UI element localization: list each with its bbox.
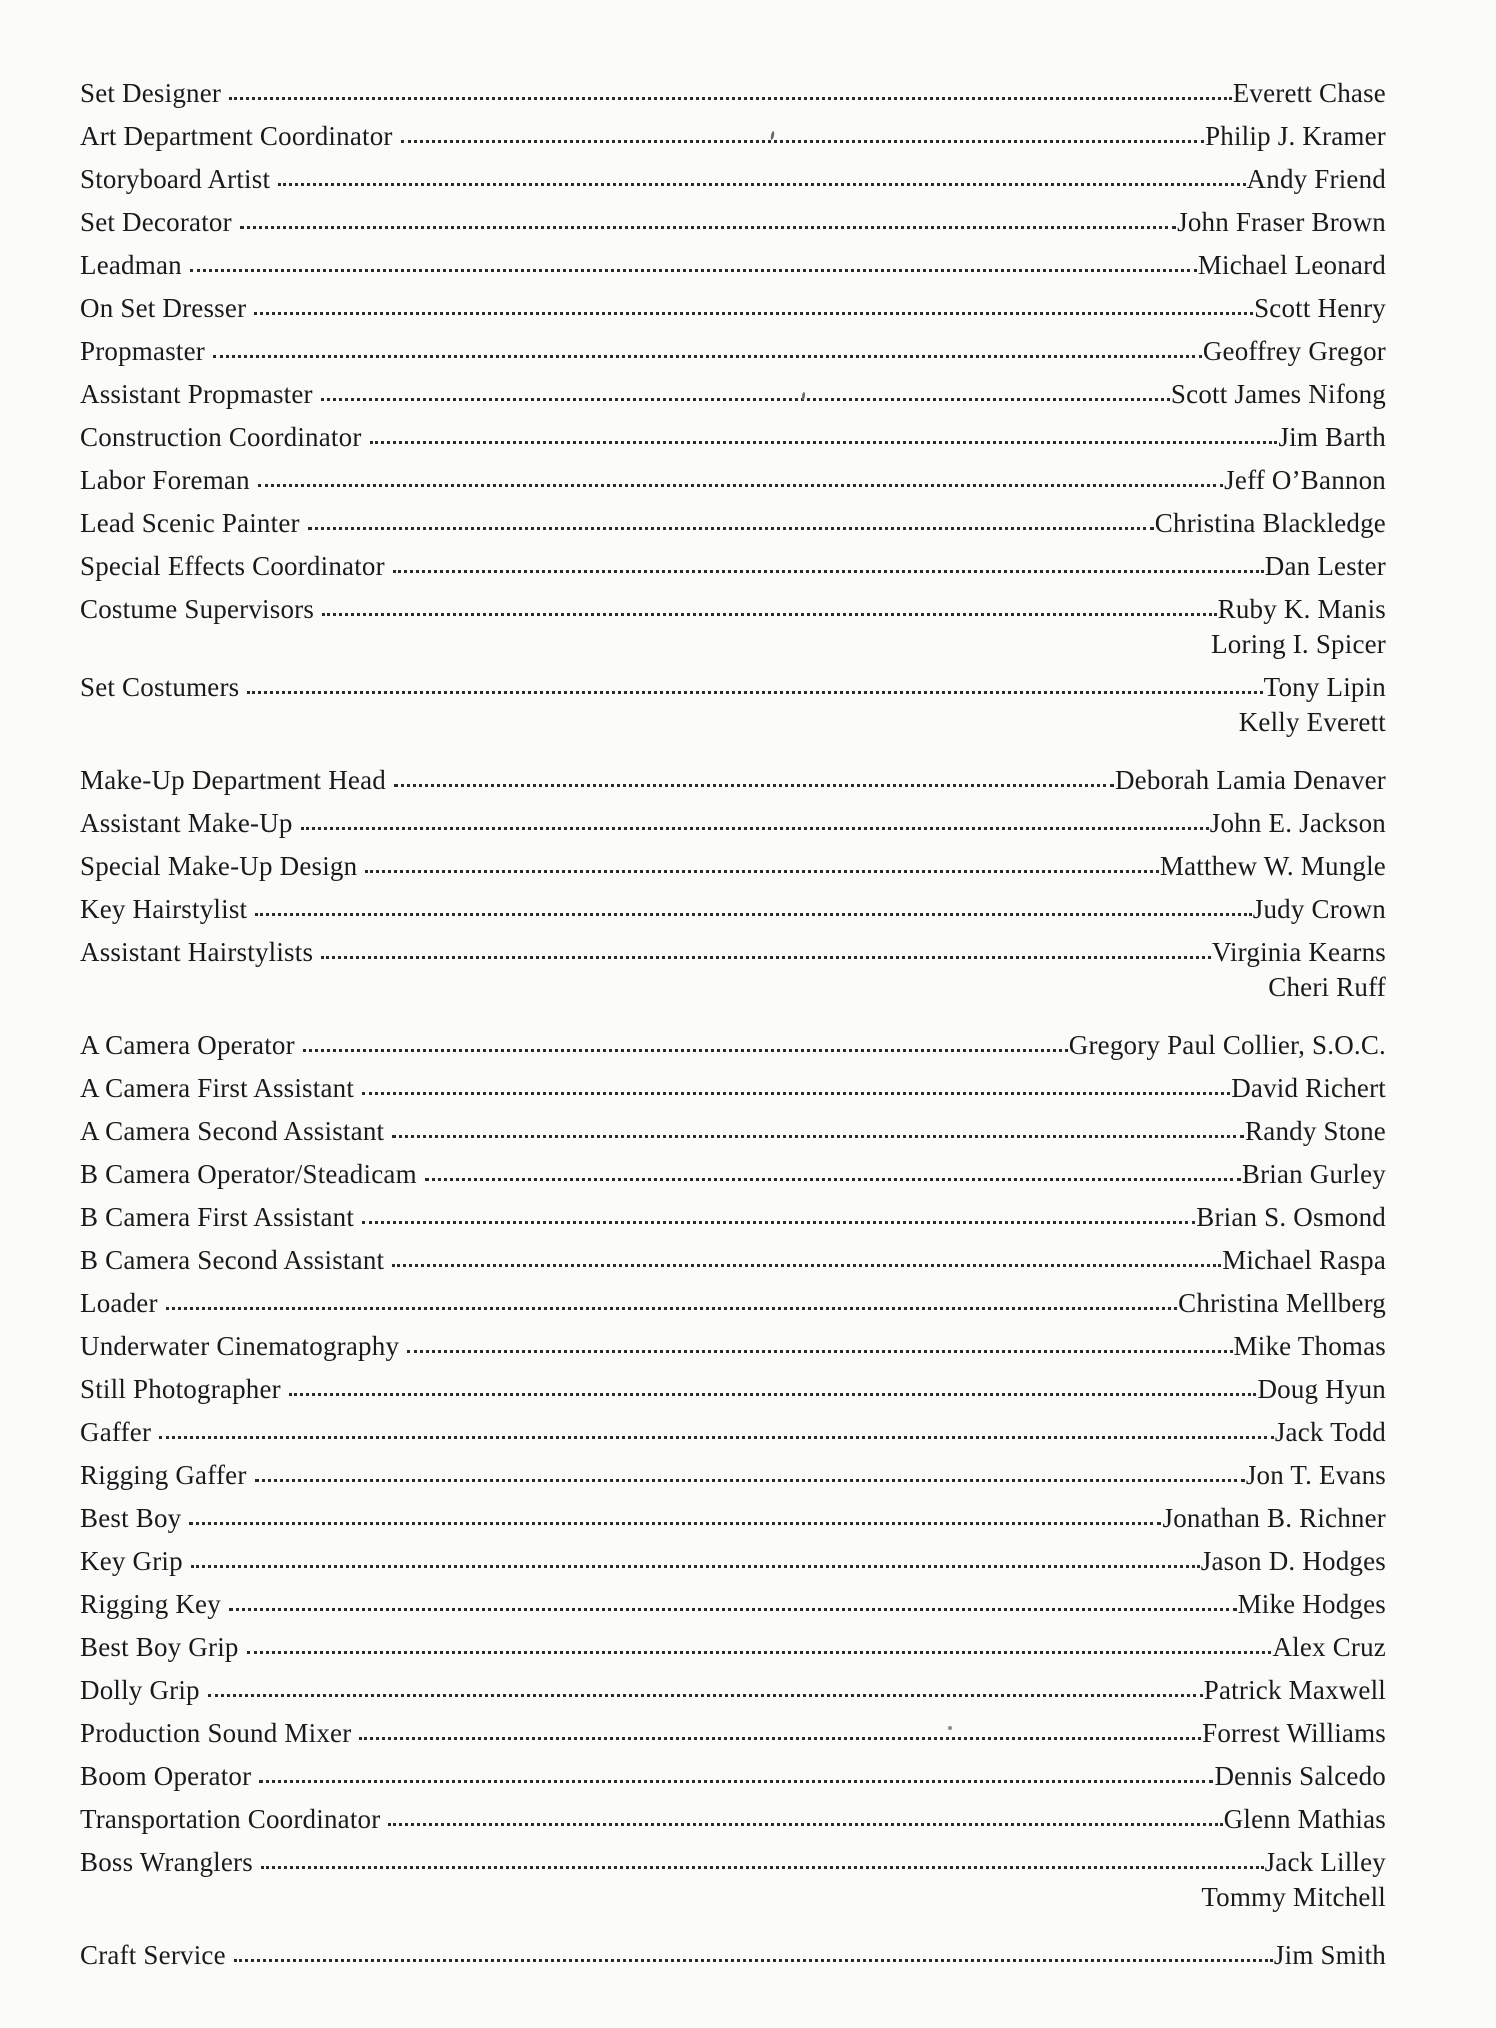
dot-leader bbox=[255, 913, 1252, 916]
dot-leader bbox=[213, 355, 1202, 358]
credit-row bbox=[80, 1188, 1386, 1231]
credit-role: Best Boy Grip bbox=[80, 1631, 239, 1662]
credit-row bbox=[80, 1489, 1386, 1532]
dot-leader bbox=[362, 1092, 1230, 1095]
credit-row bbox=[80, 1231, 1386, 1274]
credit-role: Key Grip bbox=[80, 1545, 183, 1576]
credit-name: Judy Crown bbox=[1252, 893, 1386, 924]
credit-row bbox=[80, 451, 1386, 494]
credit-row bbox=[80, 150, 1386, 193]
credit-name: Philip J. Kramer bbox=[1205, 120, 1386, 151]
credit-row-continuation bbox=[80, 966, 1386, 1001]
credit-name: Mike Thomas bbox=[1233, 1330, 1386, 1361]
credit-row bbox=[80, 794, 1386, 837]
credit-role: Lead Scenic Painter bbox=[80, 507, 300, 538]
credit-role: Propmaster bbox=[80, 335, 205, 366]
dot-leader bbox=[289, 1393, 1257, 1396]
credit-role: Leadman bbox=[80, 249, 182, 280]
dot-leader bbox=[321, 956, 1211, 959]
dot-leader bbox=[190, 269, 1197, 272]
credit-role: Transportation Coordinator bbox=[80, 1803, 381, 1834]
credit-row bbox=[80, 1145, 1386, 1188]
credit-name: Tommy Mitchell bbox=[1201, 1881, 1386, 1912]
credit-name: David Richert bbox=[1231, 1072, 1386, 1103]
credit-name: Ruby K. Manis bbox=[1217, 593, 1386, 624]
credit-name: Loring I. Spicer bbox=[1211, 628, 1386, 659]
dot-leader bbox=[240, 226, 1176, 229]
credit-row bbox=[80, 1575, 1386, 1618]
credit-row bbox=[80, 923, 1386, 966]
credit-name: Jonathan B. Richner bbox=[1162, 1502, 1386, 1533]
credit-role: Best Boy bbox=[80, 1502, 182, 1533]
credit-name: Gregory Paul Collier, S.O.C. bbox=[1068, 1029, 1386, 1060]
dot-leader bbox=[247, 691, 1262, 694]
credit-row bbox=[80, 322, 1386, 365]
credit-row-continuation bbox=[80, 623, 1386, 658]
credit-name: Glenn Mathias bbox=[1223, 1803, 1386, 1834]
credit-row-continuation bbox=[80, 701, 1386, 736]
credit-name: John Fraser Brown bbox=[1177, 206, 1386, 237]
credit-role: Craft Service bbox=[80, 1939, 226, 1970]
dot-leader bbox=[159, 1436, 1274, 1439]
credit-name: Scott Henry bbox=[1254, 292, 1386, 323]
credits-section bbox=[80, 64, 1386, 736]
credit-role: A Camera Second Assistant bbox=[80, 1115, 385, 1146]
dot-leader bbox=[394, 784, 1114, 787]
credit-role: Costume Supervisors bbox=[80, 593, 315, 624]
credit-role: A Camera First Assistant bbox=[80, 1072, 355, 1103]
credit-role: Assistant Make-Up bbox=[80, 807, 293, 838]
credit-role: Boss Wranglers bbox=[80, 1846, 253, 1877]
credits-section bbox=[80, 1016, 1386, 1911]
credit-name: Matthew W. Mungle bbox=[1159, 850, 1386, 881]
credit-role: Boom Operator bbox=[80, 1760, 252, 1791]
credit-row bbox=[80, 1403, 1386, 1446]
dot-leader bbox=[229, 97, 1232, 100]
credit-role: Assistant Propmaster bbox=[80, 378, 313, 409]
dot-leader bbox=[388, 1823, 1222, 1826]
dot-leader bbox=[392, 1264, 1221, 1267]
credit-name: Jeff O’Bannon bbox=[1224, 464, 1386, 495]
credit-row bbox=[80, 64, 1386, 107]
credit-name: Mike Hodges bbox=[1237, 1588, 1386, 1619]
credit-row bbox=[80, 1317, 1386, 1360]
dot-leader bbox=[392, 1135, 1244, 1138]
credit-role: Art Department Coordinator bbox=[80, 120, 393, 151]
dot-leader bbox=[189, 1522, 1161, 1525]
credit-row bbox=[80, 1016, 1386, 1059]
credit-role: Gaffer bbox=[80, 1416, 152, 1447]
credit-row bbox=[80, 1661, 1386, 1704]
credit-role: Key Hairstylist bbox=[80, 893, 248, 924]
credit-name: Brian Gurley bbox=[1241, 1158, 1386, 1189]
credit-role: Assistant Hairstylists bbox=[80, 936, 314, 967]
credit-row bbox=[80, 408, 1386, 451]
credits-section bbox=[80, 751, 1386, 1001]
credit-row-continuation bbox=[80, 1876, 1386, 1911]
dot-leader bbox=[308, 527, 1154, 530]
credit-name: Jack Todd bbox=[1274, 1416, 1386, 1447]
credit-name: Deborah Lamia Denaver bbox=[1114, 764, 1386, 795]
credit-name: Doug Hyun bbox=[1257, 1373, 1386, 1404]
dot-leader bbox=[359, 1737, 1201, 1740]
credit-name: Alex Cruz bbox=[1272, 1631, 1386, 1662]
credit-row bbox=[80, 1747, 1386, 1790]
credit-name: Jack Lilley bbox=[1264, 1846, 1386, 1877]
credit-row bbox=[80, 494, 1386, 537]
credit-name: Virginia Kearns bbox=[1211, 936, 1386, 967]
credit-row bbox=[80, 537, 1386, 580]
credit-role: B Camera Operator/Steadicam bbox=[80, 1158, 417, 1189]
credit-role: Set Decorator bbox=[80, 206, 232, 237]
credit-name: Forrest Williams bbox=[1202, 1717, 1386, 1748]
dot-leader bbox=[191, 1565, 1200, 1568]
credit-name: Dan Lester bbox=[1264, 550, 1386, 581]
credit-name: Scott James Nifong bbox=[1170, 378, 1386, 409]
credit-role: On Set Dresser bbox=[80, 292, 247, 323]
credit-name: Kelly Everett bbox=[1238, 706, 1386, 737]
dot-leader bbox=[425, 1178, 1241, 1181]
credit-row bbox=[80, 279, 1386, 322]
credit-role: Labor Foreman bbox=[80, 464, 250, 495]
credit-role: Special Make-Up Design bbox=[80, 850, 358, 881]
credit-role: Set Designer bbox=[80, 77, 222, 108]
credit-role: B Camera First Assistant bbox=[80, 1201, 355, 1232]
credit-name: Jason D. Hodges bbox=[1200, 1545, 1386, 1576]
credit-role: Storyboard Artist bbox=[80, 163, 271, 194]
credit-name: Christina Blackledge bbox=[1154, 507, 1386, 538]
credit-role: Still Photographer bbox=[80, 1373, 281, 1404]
dot-leader bbox=[370, 441, 1278, 444]
credits-section bbox=[80, 1926, 1386, 1969]
dot-leader bbox=[301, 827, 1209, 830]
dot-leader bbox=[401, 140, 1204, 143]
dot-leader bbox=[208, 1694, 1203, 1697]
credit-row bbox=[80, 236, 1386, 279]
credit-name: Brian S. Osmond bbox=[1196, 1201, 1386, 1232]
credit-name: Michael Leonard bbox=[1197, 249, 1386, 280]
dot-leader bbox=[278, 183, 1245, 186]
credit-row bbox=[80, 1360, 1386, 1403]
dot-leader bbox=[393, 570, 1264, 573]
credit-role: Rigging Key bbox=[80, 1588, 221, 1619]
credit-role: Dolly Grip bbox=[80, 1674, 200, 1705]
dot-leader bbox=[234, 1959, 1273, 1962]
credit-name: Tony Lipin bbox=[1263, 671, 1386, 702]
credit-role: A Camera Operator bbox=[80, 1029, 295, 1060]
dot-leader bbox=[258, 484, 1223, 487]
dot-leader bbox=[362, 1221, 1195, 1224]
credit-name: Everett Chase bbox=[1232, 77, 1386, 108]
dot-leader bbox=[229, 1608, 1237, 1611]
dot-leader bbox=[365, 870, 1159, 873]
dot-leader bbox=[303, 1049, 1068, 1052]
credit-name: Patrick Maxwell bbox=[1203, 1674, 1386, 1705]
credit-role: Make-Up Department Head bbox=[80, 764, 386, 795]
credit-name: John E. Jackson bbox=[1209, 807, 1386, 838]
credit-row bbox=[80, 1790, 1386, 1833]
credit-name: Dennis Salcedo bbox=[1214, 1760, 1386, 1791]
credit-name: Jim Barth bbox=[1278, 421, 1386, 452]
credit-name: Michael Raspa bbox=[1222, 1244, 1386, 1275]
dot-leader bbox=[407, 1350, 1232, 1353]
credit-row bbox=[80, 1102, 1386, 1145]
credit-row bbox=[80, 1618, 1386, 1661]
dot-leader bbox=[261, 1866, 1264, 1869]
credit-row bbox=[80, 1532, 1386, 1575]
credit-name: Randy Stone bbox=[1245, 1115, 1386, 1146]
credit-name: Andy Friend bbox=[1246, 163, 1386, 194]
credit-name: Geoffrey Gregor bbox=[1202, 335, 1386, 366]
credit-role: Production Sound Mixer bbox=[80, 1717, 352, 1748]
credit-name: Cheri Ruff bbox=[1268, 971, 1386, 1002]
credit-role: Underwater Cinematography bbox=[80, 1330, 400, 1361]
credit-name: Christina Mellberg bbox=[1178, 1287, 1386, 1318]
dot-leader bbox=[322, 613, 1217, 616]
credit-role: Loader bbox=[80, 1287, 158, 1318]
credit-row bbox=[80, 1059, 1386, 1102]
credit-row bbox=[80, 1833, 1386, 1876]
credit-row bbox=[80, 365, 1386, 408]
credit-role: Special Effects Coordinator bbox=[80, 550, 385, 581]
credit-role: Construction Coordinator bbox=[80, 421, 362, 452]
dot-leader bbox=[166, 1307, 1178, 1310]
dot-leader bbox=[259, 1780, 1213, 1783]
credit-row bbox=[80, 837, 1386, 880]
credit-row bbox=[80, 880, 1386, 923]
credit-row bbox=[80, 1926, 1386, 1969]
credit-row bbox=[80, 1446, 1386, 1489]
credit-row bbox=[80, 1274, 1386, 1317]
credit-role: Set Costumers bbox=[80, 671, 240, 702]
credit-name: Jon T. Evans bbox=[1245, 1459, 1386, 1490]
credit-row bbox=[80, 193, 1386, 236]
scan-artifact bbox=[948, 1726, 952, 1730]
credit-row bbox=[80, 1704, 1386, 1747]
credit-row bbox=[80, 658, 1386, 701]
credit-role: B Camera Second Assistant bbox=[80, 1244, 385, 1275]
credit-row bbox=[80, 751, 1386, 794]
credit-role: Rigging Gaffer bbox=[80, 1459, 247, 1490]
dot-leader bbox=[247, 1651, 1272, 1654]
dot-leader bbox=[254, 312, 1253, 315]
credit-row bbox=[80, 580, 1386, 623]
credit-row bbox=[80, 107, 1386, 150]
dot-leader bbox=[321, 398, 1170, 401]
dot-leader bbox=[255, 1479, 1245, 1482]
credit-name: Jim Smith bbox=[1273, 1939, 1386, 1970]
